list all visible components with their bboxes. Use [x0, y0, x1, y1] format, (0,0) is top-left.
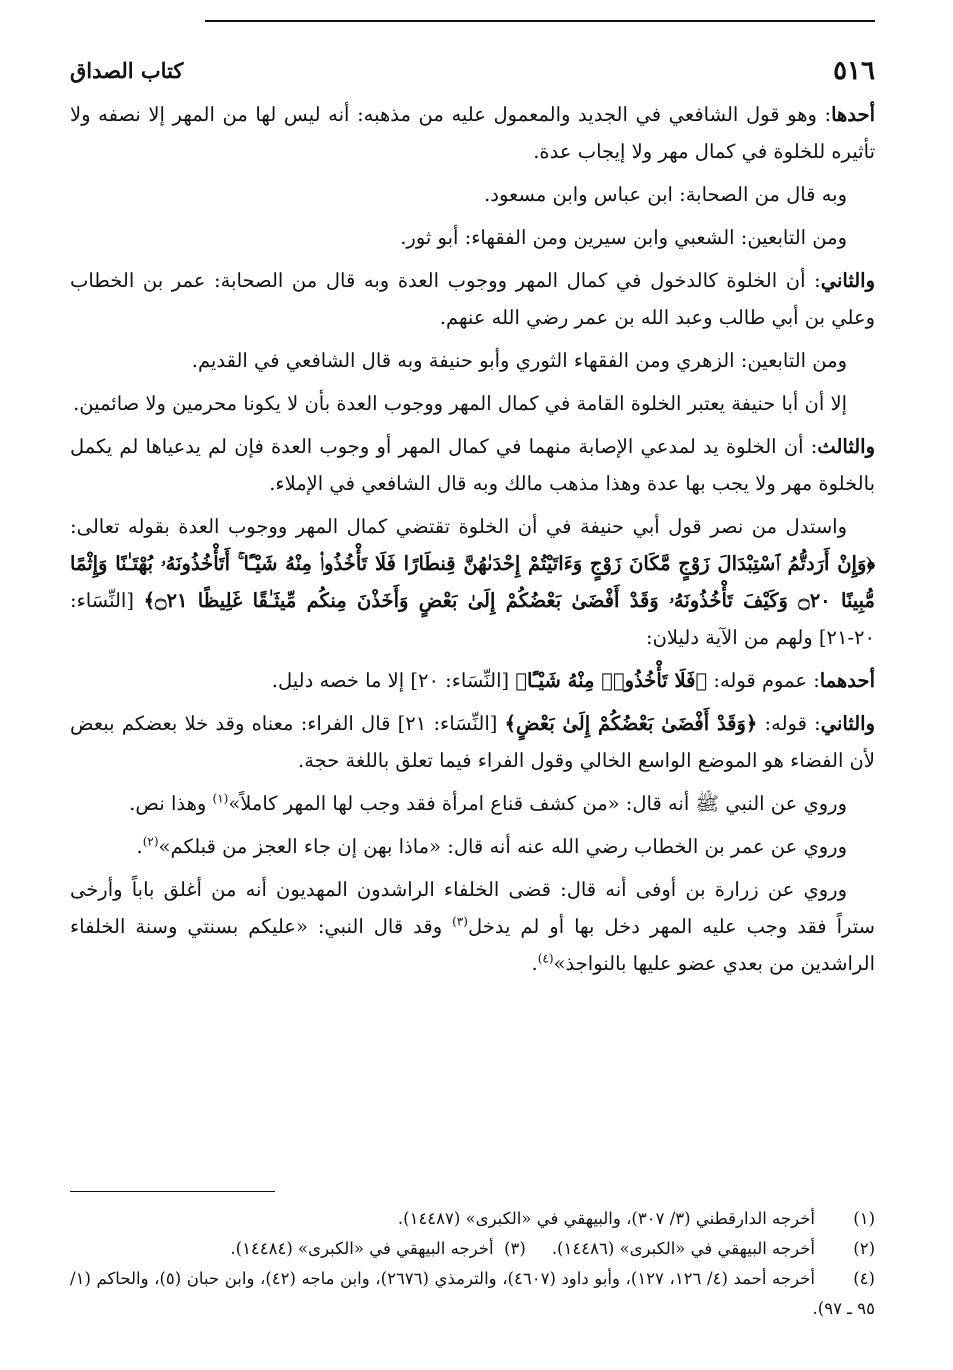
footnote-number: (١) [853, 1209, 875, 1228]
paragraph-text: وروي عن زرارة بن أوفى أنه قال: قضى الخلفاء الراشدون المهديون أنه من أغلق باباً وأرخى ستراً فقد وجب عليه المهر دخل بها أو لم يدخل [70, 878, 876, 938]
paragraph-text: [النِّسَاء: ٢٠-٢١] ولهم من الآية دليلان: [70, 589, 875, 649]
footnotes [70, 1204, 875, 1324]
paragraph-text: [النِّسَاء: ٢٠] إلا ما خصه دليل. [271, 669, 516, 692]
paragraph-lead: والثالث [817, 435, 875, 458]
paragraph-lead: أحدها [831, 103, 875, 126]
paragraph-text: : وهو قول الشافعي في الجديد والمعمول عليه من مذهبه: أنه ليس لها من المهر إلا نصفه ولا تأثيره للخلوة في كمال مهر ولا إيجاب عدة. [70, 103, 875, 163]
paragraph: ومن التابعين: الزهري ومن الفقهاء الثوري وأبو حنيفة وبه قال الشافعي في القديم. [191, 349, 847, 372]
paragraph-text: [النِّسَاء: ٢١] قال الفراء: معناه وقد خلا بعضكم ببعض لأن الفضاء هو الموضع الواسع الخالي وقول الفراء فيما تعلق باللغة حجة. [70, 712, 875, 772]
paragraph-text: وهذا نص. [129, 792, 213, 815]
paragraph-text: : عموم قوله: [707, 669, 820, 692]
footnote-text: أخرجه البيهقي في «الكبرى» (١٤٤٨٤). [230, 1239, 494, 1258]
paragraph [70, 871, 875, 982]
paragraph [70, 428, 875, 502]
paragraph-text: وروي عن عمر بن الخطاب رضي الله عنه أنه قال: «ماذا بهن إن جاء العجز من قبلكم» [158, 835, 847, 858]
paragraph-text: . [531, 952, 538, 975]
footnote-ref[interactable]: (٢) [142, 834, 159, 849]
footnote-ref[interactable]: (١) [212, 791, 229, 806]
header-rule [205, 20, 875, 22]
paragraph-lead: والثاني [820, 712, 875, 735]
paragraph-text: . [136, 835, 143, 858]
footnote-number: (٤) [853, 1269, 875, 1288]
page-number: ٥١٦ [833, 56, 875, 86]
footnote-ref[interactable]: (٤) [537, 951, 554, 966]
footnote-text: أخرجه أحمد (٤/ ١٢٦، ١٢٧)، وأبو داود (٤٦٠٧)، والترمذي (٢٦٧٦)، وابن ماجه (٤٢)، وابن حبان (٥)، والحاكم (١/ ٩٥ ـ ٩٧). [70, 1269, 875, 1318]
paragraph-text: : أن الخلوة كالدخول في كمال المهر ووجوب العدة وبه قال من الصحابة: عمر بن الخطاب وعلي بن أبي طالب وعبد الله بن عمر رضي الله عنهم. [70, 269, 875, 329]
footnote-number: (٢) [853, 1239, 875, 1258]
footnote [70, 1234, 875, 1264]
footnote-text: أخرجه الدارقطني (٣/ ٣٠٧)، والبيهقي في «الكبرى» (١٤٤٨٧). [397, 1209, 815, 1228]
paragraph [70, 262, 875, 336]
paragraph-lead: أحدهما [819, 669, 875, 692]
footnote-ref[interactable]: (٣) [452, 914, 468, 929]
paragraph [70, 828, 875, 865]
footnote-rule [70, 1191, 275, 1192]
paragraph-text: : قوله: [757, 712, 821, 735]
footnote [70, 1204, 875, 1234]
quran-verse: ﴿وَقَدْ أَفْضَىٰ بَعْضُكُمْ إِلَىٰ بَعْضٍ﴾ [504, 712, 758, 735]
paragraph [70, 96, 875, 170]
page-header [70, 54, 875, 94]
paragraph: إلا أن أبا حنيفة يعتبر الخلوة القامة في كمال المهر ووجوب العدة بأن لا يكونا محرمين ولا صائمين. [73, 392, 847, 415]
footnote-number: (٣) [504, 1239, 526, 1258]
footnote [70, 1264, 875, 1324]
paragraph-text: وروي عن النبي ﷺ أنه قال: «من كشف قناع امرأة فقد وجب لها المهر كاملاً» [228, 792, 847, 815]
paragraph-text: واستدل من نصر قول أبي حنيفة في أن الخلوة تقتضي كمال المهر ووجوب العدة بقوله تعالى: [70, 515, 847, 538]
paragraph: وبه قال من الصحابة: ابن عباس وابن مسعود. [484, 183, 847, 206]
main-text [70, 96, 875, 988]
paragraph [70, 662, 875, 699]
paragraph [70, 508, 875, 656]
paragraph-lead: والثاني [820, 269, 875, 292]
paragraph: ومن التابعين: الشعبي وابن سيرين ومن الفقهاء: أبو ثور. [400, 226, 847, 249]
quran-verse: ﴿وَإِنْ أَرَدتُّمُ ٱسْتِبْدَالَ زَوْجٍ مَّكَانَ زَوْجٍ وَءَاتَيْتُمْ إِحْدَىٰهُنَّ قِنطَارًا فَلَا تَأْخُذُوا۟ مِنْهُ شَيْـًٔا ۚ أَتَأْخُذُونَهُۥ بُهْتَـٰنًا وَإِثْمًا مُّبِينًا ۝٢٠ وَكَيْفَ تَأْخُذُونَهُۥ وَقَدْ أَفْضَىٰ بَعْضُكُمْ إِلَىٰ بَعْضٍ وَأَخَذْنَ مِنكُم مِّيثَـٰقًا غَلِيظًا ۝٢١﴾ [70, 552, 875, 612]
paragraph-text: وقد قال النبي: «عليكم بسنتي وسنة الخلفاء الراشدين من بعدي عضو عليها بالنواجذ» [70, 915, 875, 975]
paragraph [70, 705, 875, 779]
paragraph-text: : أن الخلوة يد لمدعي الإصابة منهما في كمال المهر أو وجوب العدة فإن لم يدعياها لم يكمل بالخلوة مهر ولا يجب بها عدة وهذا مذهب مالك وبه قال الشافعي في الإملاء. [70, 435, 875, 495]
paragraph [70, 785, 875, 822]
footnote-text: أخرجه البيهقي في «الكبرى» (١٤٤٨٦). [551, 1239, 815, 1258]
quran-verse: ﴿فَلَا تَأْخُذُوا۟ مِنْهُ شَيْـًٔا﴾ [515, 669, 708, 692]
book-title: كتاب الصداق [70, 58, 184, 83]
